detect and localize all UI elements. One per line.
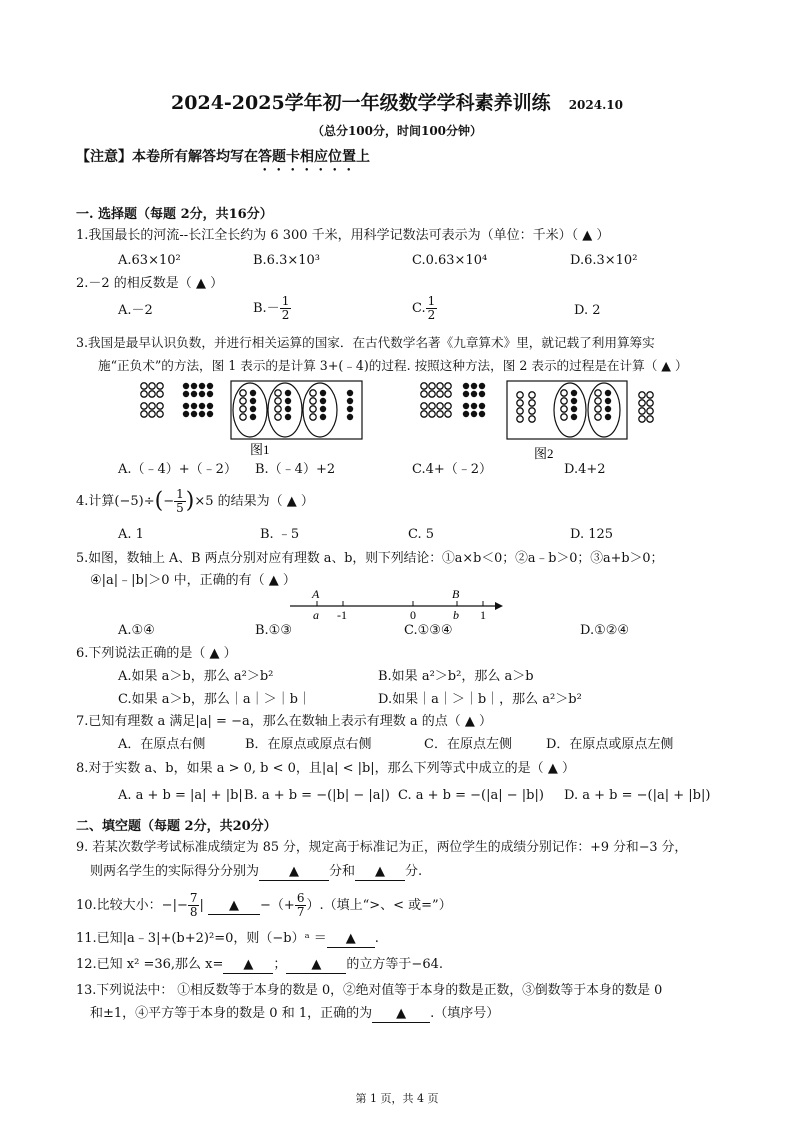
exam-subtitle: （总分100分，时间100分钟）: [311, 124, 483, 138]
q4-expr1: (−5)÷: [114, 494, 155, 509]
exam-title: [0, 88, 794, 115]
q7-option-a: A．在原点右侧: [118, 737, 206, 752]
tick-minus1-label: -1: [337, 608, 347, 622]
q2b-fraction: [280, 295, 292, 322]
q10-suffix: ）.（填上“>、< 或=”）: [306, 898, 452, 913]
q6-stem: 6.下列说法正确的是（ ▲ ）: [76, 646, 237, 661]
q9-line1: 9. 若某次数学考试标准成绩定为 85 分，规定高于标准记为正，两位学生的成绩分别记作：+9 分和−3 分，: [76, 840, 688, 855]
q7-option-d: D．在原点或原点左侧: [546, 737, 674, 752]
q9-suffix: 分.: [405, 864, 423, 879]
q5-line1: 5.如图，数轴上 A、B 两点分别对应有理数 a、b，则下列结论：①a×b＜0；②a﹣b＞0；③a+b＞0；: [76, 551, 664, 566]
q8-option-d: D. a + b = −(|a| + |b|): [564, 788, 711, 803]
fig2-label: 图2: [534, 446, 554, 460]
q10-fraction-1: [188, 892, 200, 919]
q2-stem: 2.－2 的相反数是（ ▲ ）: [76, 276, 224, 291]
q9-answer-blank-2[interactable]: ▲: [355, 864, 405, 881]
q2-option-d: D. 2: [574, 303, 601, 318]
notice: [76, 146, 370, 174]
q8-option-b: B. a + b = −(|b| − |a|): [244, 788, 390, 803]
fig1-left-black-rods: [183, 383, 213, 417]
q6-option-b: B.如果 a²＞b²，那么 a＞b: [378, 669, 534, 684]
page-footer: 第 1 页，共 4 页: [355, 1092, 439, 1105]
q3-line2: 施“正负术”的方法，图 1 表示的是计算 3+(﹣4)的过程. 按照这种方法，图 2 表示的过程是在计算（ ▲ ）: [98, 358, 688, 373]
tick-a-label: a: [313, 608, 319, 622]
q12-suffix: 的立方等于−64.: [346, 957, 443, 972]
q4-fraction: [174, 488, 186, 515]
q9-answer-blank-1[interactable]: ▲: [259, 864, 329, 881]
q11-suffix: .: [374, 931, 379, 946]
q8-option-a: A. a + b = |a| + |b|: [118, 788, 243, 803]
title-text: 2024-2025学年初一年级数学学科素养训练: [171, 92, 551, 114]
q10-bar: |: [199, 898, 204, 913]
q9-mid: 分和: [329, 864, 356, 879]
notice-emphasis: 答题卡相应位置: [258, 149, 356, 165]
q10-answer-blank[interactable]: ▲: [208, 898, 260, 915]
q4-prefix: 4.计算: [76, 494, 115, 509]
notice-prefix: 【注意】本卷所有解答均写在: [76, 149, 258, 165]
q4-paren-open: (: [154, 488, 164, 514]
counting-rods-figure: [130, 378, 670, 460]
q11-text: 11.已知|a﹣3|+(b+2)²=0，则（−b）ᵃ ＝: [76, 931, 327, 946]
q13-answer-blank[interactable]: ▲: [372, 1006, 430, 1023]
q3-line1: 3.我国是最早认识负数，并进行相关运算的国家．在古代数学名著《九章算术》里，就记载了利用算筹实: [76, 335, 655, 350]
q7-option-b: B．在原点或原点右侧: [245, 737, 372, 752]
q10-fraction-2: [295, 892, 307, 919]
q13-prefix: 和±1，④平方等于本身的数是 0 和 1，正确的为: [90, 1006, 373, 1021]
tick-b-label: b: [453, 608, 459, 622]
q3-option-a: A.（﹣4）+（﹣2）: [118, 462, 237, 477]
section2-title: 二、填空题（每题 2分，共20分）: [76, 819, 277, 834]
section1-title: 一. 选择题（每题 2分，共16分）: [76, 207, 273, 222]
frac-den: 2: [427, 308, 436, 322]
q4-paren-close: ): [185, 488, 195, 514]
q4-expr2: ×5 的结果为（ ▲ ）: [194, 494, 314, 509]
q8-option-c: C. a + b = −(|a| − |b|): [398, 788, 544, 803]
q13-suffix: .（填序号）: [430, 1006, 500, 1021]
frac-den: 7: [296, 905, 305, 919]
q13-line2: [90, 1006, 499, 1023]
q2c-fraction: [426, 295, 438, 322]
q6-option-c: C.如果 a＞b，那么｜a｜＞｜b｜: [118, 692, 311, 707]
fig2-right-white-rods: [639, 392, 653, 422]
q4-option-d: D. 125: [570, 527, 614, 542]
frac-num: 1: [427, 294, 436, 308]
q5-option-b: B.①③: [255, 623, 292, 638]
q12-answer-blank-1[interactable]: ▲: [223, 957, 273, 974]
point-A-label: A: [312, 588, 320, 601]
frac-den: 5: [176, 501, 184, 515]
q3-option-c: C.4+（﹣2）: [412, 462, 493, 477]
tick-1-label: 1: [480, 608, 486, 622]
frac-num: 6: [296, 891, 305, 905]
frac-den: 8: [189, 905, 198, 919]
q1-option-c: C.0.63×10⁴: [412, 253, 488, 268]
q6-option-a: A.如果 a＞b，那么 a²＞b²: [118, 669, 274, 684]
q1-option-b: B.6.3×10³: [253, 253, 321, 268]
frac-num: 7: [189, 891, 198, 905]
number-line: [285, 588, 510, 624]
q2-option-a: A.－2: [118, 303, 153, 318]
q9-line2: [90, 864, 422, 881]
q1-option-d: D.6.3×10²: [570, 253, 638, 268]
q8-stem: 8.对于实数 a、b，如果 a > 0, b < 0，且|a| < |b|，那么下列等式中成立的是（ ▲ ）: [76, 761, 575, 776]
q6-option-d: D.如果｜a｜＞｜b｜，那么 a²＞b²: [378, 692, 582, 707]
q5-line2: ④|a|﹣|b|＞0 中，正确的有（ ▲ ）: [90, 573, 296, 588]
q1-option-a: A.63×10²: [118, 253, 181, 268]
q12-answer-blank-2[interactable]: ▲: [286, 957, 346, 974]
frac-num: 1: [281, 294, 290, 308]
q7-stem: 7.已知有理数 a 满足|a| = −a，那么在数轴上表示有理数 a 的点（ ▲ ）: [76, 714, 493, 729]
q4-option-c: C. 5: [408, 527, 435, 542]
q2-option-c: [412, 295, 437, 322]
q2b-prefix: B.－: [253, 301, 280, 316]
q12-stem: [76, 957, 443, 974]
q4-neg: −: [163, 494, 175, 509]
q10-prefix: 10.比较大小：−|−: [76, 898, 188, 913]
fig1-left-white-rods: [141, 383, 163, 417]
q2-option-b: [253, 295, 291, 322]
q4-option-a: A. 1: [118, 527, 144, 542]
fig1-box: [231, 381, 362, 439]
q7-option-c: C．在原点左侧: [424, 737, 512, 752]
frac-den: 2: [281, 308, 290, 322]
fig2-left-white-rods: [421, 383, 451, 417]
q4-stem: [76, 488, 314, 515]
q11-stem: [76, 931, 379, 948]
q5-option-a: A.①④: [118, 623, 155, 638]
q2c-prefix: C.: [412, 301, 426, 316]
q10-stem: [76, 892, 452, 919]
fig2-box: [507, 381, 627, 439]
q5-option-d: D.①②④: [580, 623, 630, 638]
q1-stem: 1.我国最长的河流--长江全长约为 6 300 千米，用科学记数法可表示为（单位：千米）（ ▲ ）: [76, 228, 610, 243]
q11-answer-blank[interactable]: ▲: [327, 931, 375, 948]
q12-mid: ；: [273, 957, 287, 972]
frac-num: 1: [176, 487, 184, 501]
q3-option-d: D.4+2: [564, 462, 606, 477]
q13-line1: 13.下列说法中： ①相反数等于本身的数是 0，②绝对值等于本身的数是正数，③倒数等于本身的数是 0: [76, 983, 663, 998]
q10-mid: −（+: [260, 898, 295, 913]
q4-option-b: B. ﹣5: [260, 527, 300, 542]
fig1-label: 图1: [250, 442, 270, 457]
q9-prefix: 则两名学生的实际得分分别为: [90, 864, 260, 879]
q3-option-b: B.（﹣4）+2: [255, 462, 336, 477]
tick-0-label: 0: [410, 608, 416, 622]
q5-option-c: C.①③④: [404, 623, 453, 638]
fig2-left-black-rods: [463, 383, 485, 417]
point-B-label: B: [452, 588, 460, 601]
q12-text: 12.已知 x² =36,那么 x=: [76, 957, 224, 972]
exam-date: 2024.10: [568, 98, 623, 112]
notice-suffix: 上: [356, 149, 370, 165]
